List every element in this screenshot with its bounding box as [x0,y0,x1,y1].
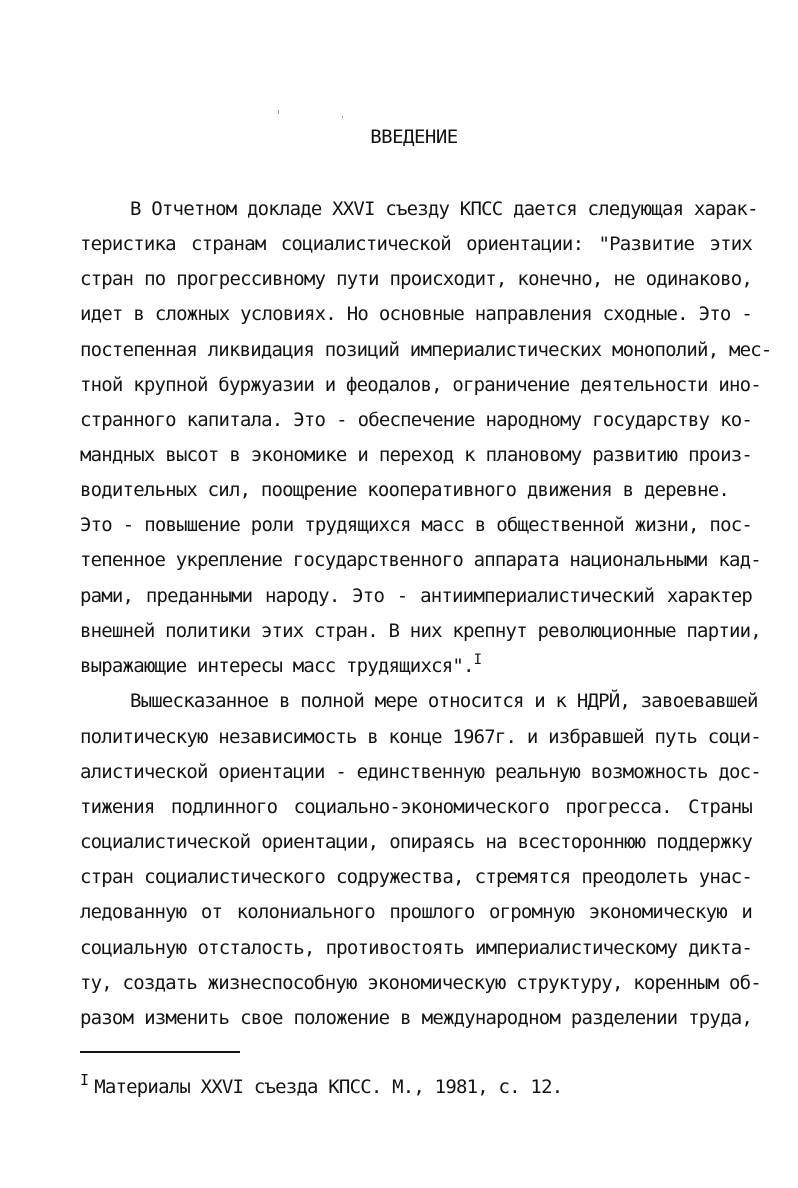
text-line: теристика странам социалистической ориентации: "Развитие этих [80,233,752,255]
text-line: идет в сложных условиях. Но основные направления сходные. Это - [80,303,752,325]
footnote-separator [80,1051,240,1053]
footnote [80,1071,563,1101]
footnote-text: Материалы XXVI съезда КПСС. М., 1981, с. 12. [94,1076,563,1098]
text-line: разом изменить свое положение в международном разделении труда, [80,1007,752,1029]
scan-speck [342,116,343,118]
text-line: социалистической ориентации, опираясь на всестороннюю поддержку [80,831,752,853]
text-line: алистической ориентации - единственную реальную возможность дос- [80,761,761,783]
text-line: внешней политики этих стран. В них крепнут революционные партии, [80,620,761,642]
text-line: водительных сил, поощрение кооперативного движения в деревне. [80,479,729,501]
footnote-reference: I [473,652,482,668]
text-line: социальную отсталость, противостоять империалистическому дикта- [80,937,752,959]
footnote-marker: I [80,1071,89,1089]
text-segment: выражающие интересы масс трудящихся". [80,655,474,677]
text-line: тепенное укрепление государственного аппарата национальными кад- [80,549,761,571]
text-line: постепенная ликвидация позиций империалистических монополий, мес- [80,339,772,361]
text-line: стран социалистического содружества, стремятся преодолеть унас- [80,866,752,888]
text-line: тной крупной буржуазии и феодалов, ограничение деятельности ино- [80,374,761,396]
text-line: Вышесказанное в полной мере относится и к НДРЙ, завоевавшей [130,690,758,712]
text-line: В Отчетном докладе XXVI съезду КПСС дается следующая харак- [130,198,758,220]
text-line-with-footnote [80,652,752,679]
text-line: мандных высот в экономике и переход к плановому развитию произ- [80,444,752,466]
text-line: ту, создать жизнеспособную экономическую структуру, коренным об- [80,972,761,994]
text-line: стран по прогрессивному пути происходит, конечно, не одинаково, [80,268,752,290]
text-line: тижения подлинного социально-экономического прогресса. Страны [80,796,752,818]
text-line: Это - повышение роли трудящихся масс в общественной жизни, пос- [80,514,752,536]
text-line: рами, преданными народу. Это - антиимпериалистический характер [80,585,752,607]
text-line: политическую независимость в конце 1967г. и избравшей путь соци- [80,726,761,748]
text-line: странного капитала. Это - обеспечение народному государству ко- [80,409,752,431]
text-line: ледованную от колониального прошлого огромную экономическую и [80,901,752,923]
scan-speck [278,110,279,114]
page-title: ВВЕДЕНИЕ [370,126,458,148]
